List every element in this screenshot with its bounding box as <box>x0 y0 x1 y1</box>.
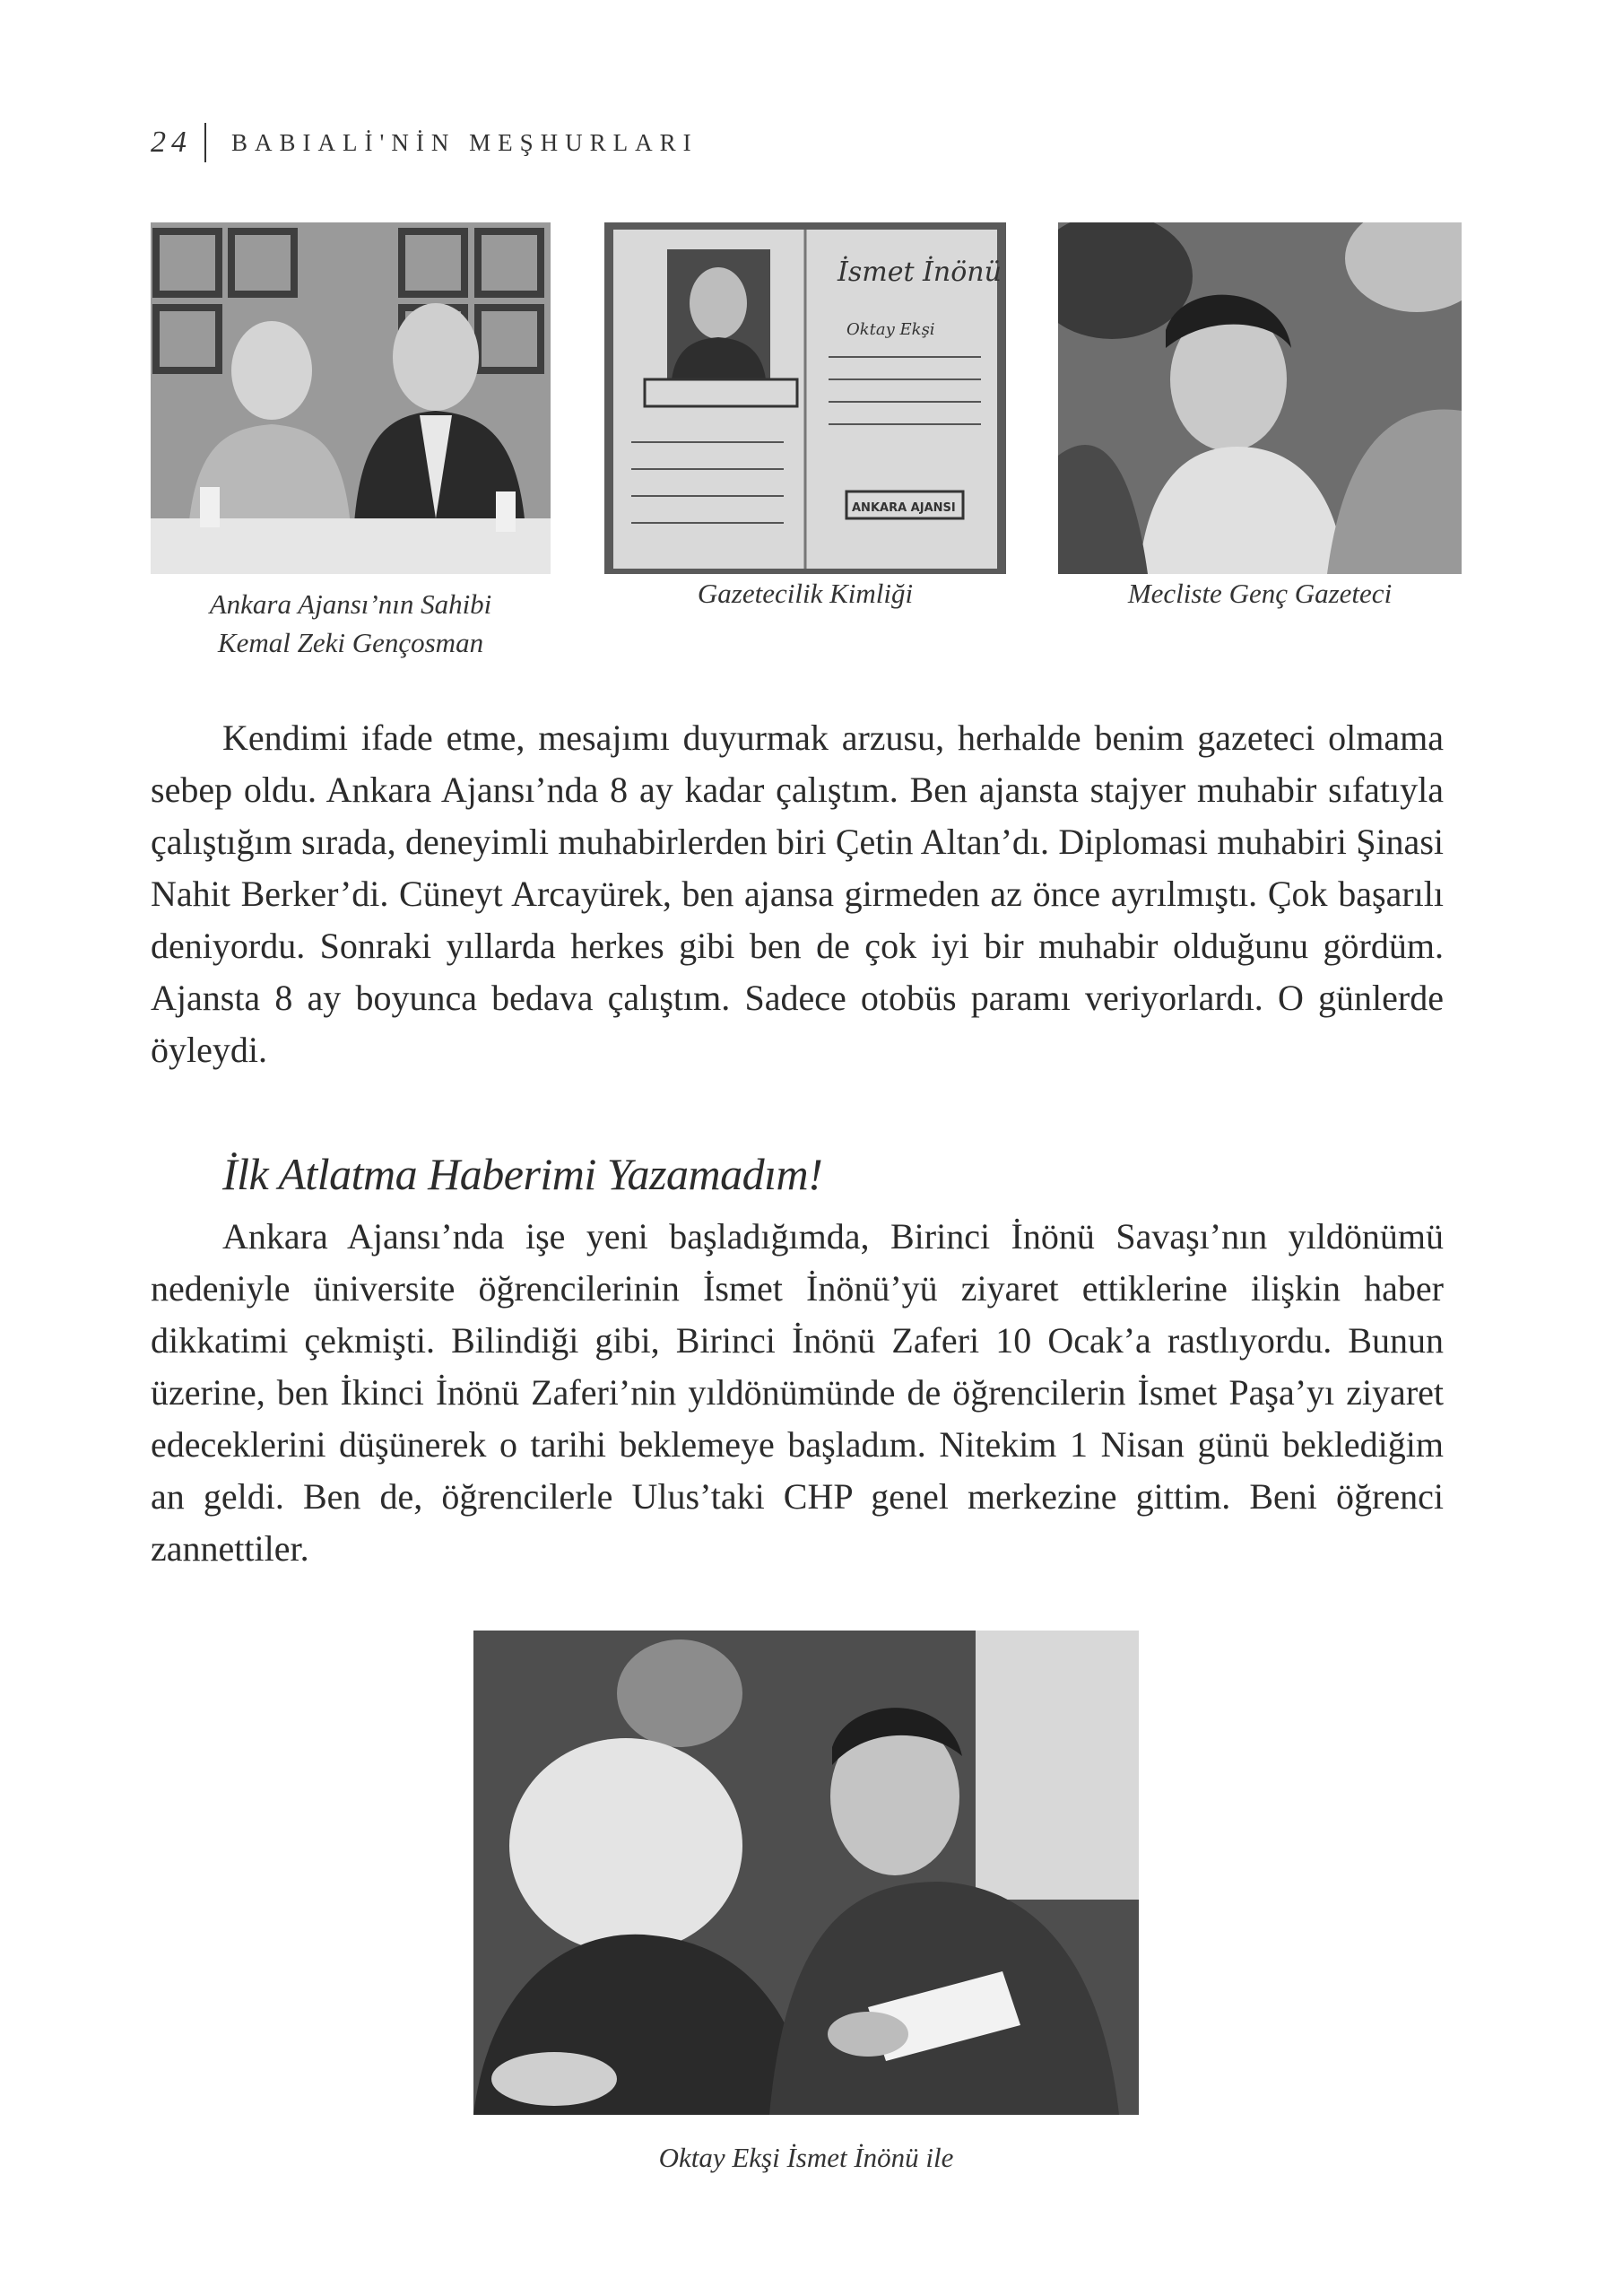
photo2-caption: Gazetecilik Kimliği <box>697 578 914 609</box>
card-name: Oktay Ekşi <box>846 320 935 339</box>
body-paragraph-2 <box>151 1211 1444 1575</box>
section-subheading: İlk Atlatma Haberimi Yazamadım! <box>222 1149 823 1199</box>
card-stamp: ANKARA AJANSI <box>852 501 956 515</box>
card-signature: İsmet İnönü <box>838 257 1002 288</box>
running-title: BABIALİ'NİN MEŞHURLARI <box>231 128 699 156</box>
header-divider <box>204 123 206 162</box>
body-paragraph-1 <box>151 712 1444 1076</box>
photo-kemal-zeki-gencosman <box>151 222 551 574</box>
photo-press-id-card <box>604 222 1006 574</box>
page-number: 24 <box>151 126 192 159</box>
photo4-caption: Oktay Ekşi İsmet İnönü ile <box>658 2142 954 2173</box>
caption-line: Ankara Ajansı’nın Sahibi <box>209 588 492 620</box>
caption-line: Kemal Zeki Gençosman <box>217 627 484 658</box>
photo-young-journalist-parliament <box>1058 222 1462 574</box>
photo1-caption <box>151 585 551 662</box>
paragraph-text: Kendimi ifade etme, mesajımı duyurmak arzusu, herhalde benim gazeteci olmama sebep oldu. Ankara Ajansı’nda 8 ay kadar çalıştım. Ben ajansta stajyer muhabir sıfatıyla çalıştığım sırada, deneyimli muhabirlerden biri Çetin Altan’dı. Diplomasi muhabiri Şinasi Nahit Berker’di. Cüneyt Arcayürek, ben ajansa girmeden az önce ayrılmıştı. Çok başarılı deniyordu. Sonraki yıllarda herkes gibi ben de çok iyi bir muhabir olduğunu gördüm. Ajansta 8 ay boyunca bedava çalıştım. Sadece otobüs paramı veriyorlardı. O günlerde öyleydi. <box>151 718 1444 1070</box>
running-header <box>151 122 699 163</box>
paragraph-text: Ankara Ajansı’nda işe yeni başladığımda, Birinci İnönü Savaşı’nın yıldönümü nedeniyle üniversite öğrencilerinin İsmet İnönü’yü ziyaret ettiklerine ilişkin haber dikkatimi çekmişti. Bilindiği gibi, Birinci İnönü Zaferi 10 Ocak’a rastlıyordu. Bunun üzerine, ben İkinci İnönü Zaferi’nin yıldönümünde de öğrencilerin İsmet Paşa’yı ziyaret edeceklerini düşünerek o tarihi beklemeye başladım. Nitekim 1 Nisan günü beklediğim an geldi. Ben de, öğrencilerle Ulus’taki CHP genel merkezine gittim. Beni öğrenci zannettiler. <box>151 1216 1444 1569</box>
photo-oktay-eksi-with-ismet-inonu <box>473 1631 1139 2115</box>
photo3-caption: Mecliste Genç Gazeteci <box>1127 578 1393 609</box>
